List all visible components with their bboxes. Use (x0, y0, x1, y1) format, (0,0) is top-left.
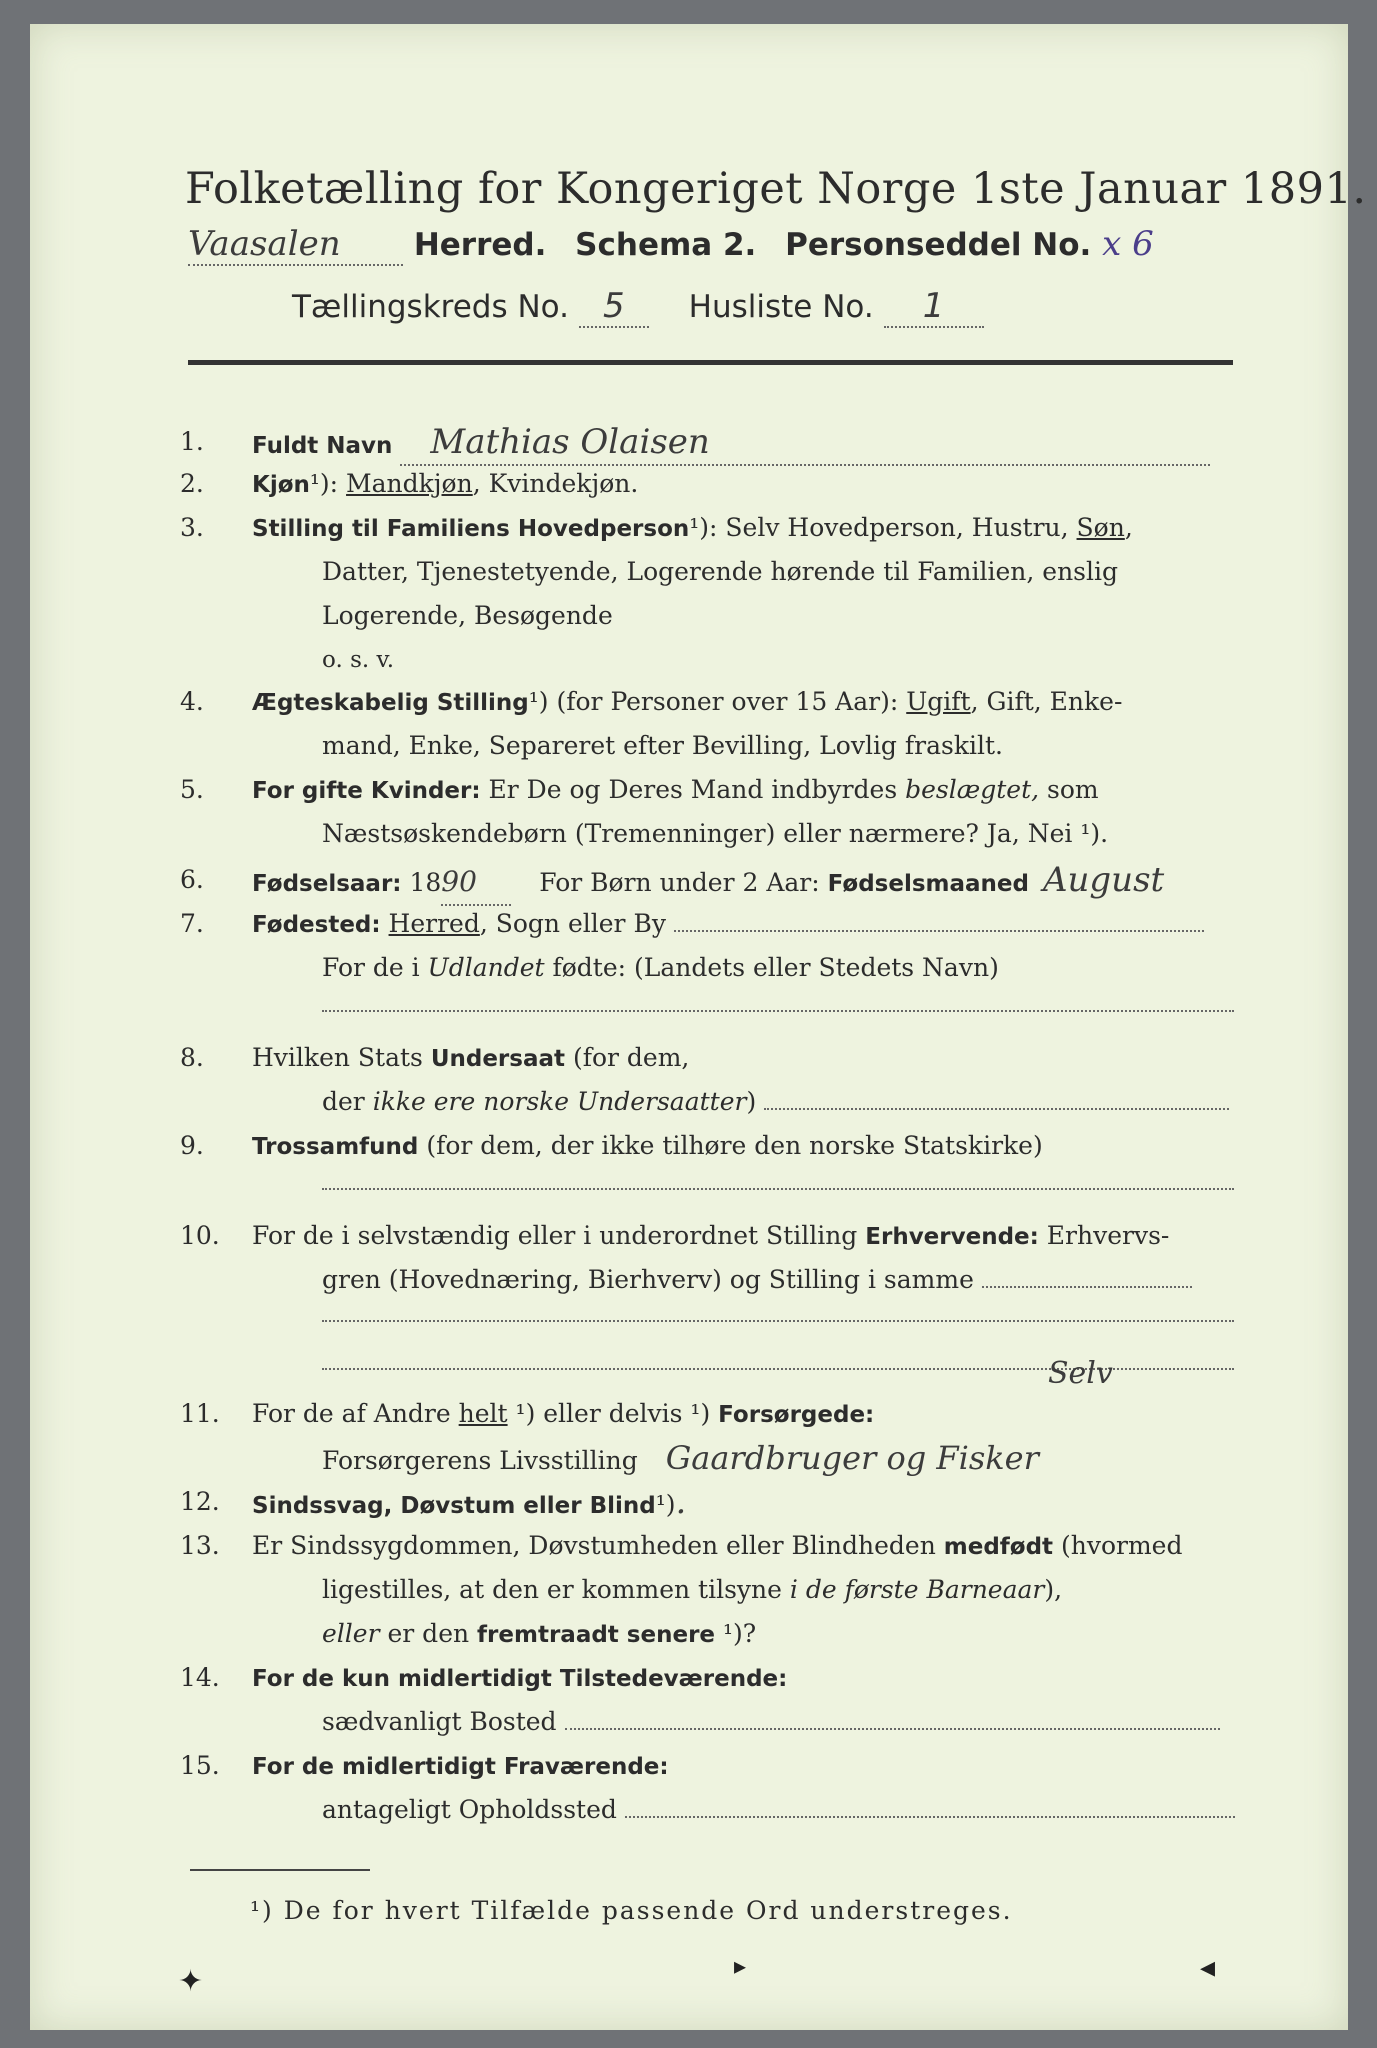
forsorger-livsstilling-value: Gaardbruger og Fisker (665, 1439, 1039, 1477)
kjon-mandkjon: Mandkjøn (346, 469, 473, 498)
fuldt-navn-label: Fuldt Navn (252, 433, 393, 459)
item-3-line-4: o. s. v. (322, 647, 395, 673)
item-number: 1. (180, 427, 204, 456)
footnote-rule (190, 1869, 370, 1871)
item-number: 7. (180, 909, 204, 938)
item-4-line-2: mand, Enke, Separeret efter Bevilling, Lovlig fraskilt. (322, 731, 1003, 760)
item-number: 15. (180, 1751, 220, 1780)
forsorget-text-a: For de af Andre (252, 1399, 459, 1428)
header-rule (188, 360, 1233, 365)
udland-word: Udlandet (427, 953, 545, 982)
fodselsmaaned-value: August (1042, 860, 1165, 900)
undersaat-text-b: (for dem, (565, 1043, 690, 1072)
fodested-rest: , Sogn eller By (479, 909, 666, 938)
fodested-fill (674, 930, 1204, 932)
forsorget-text-b: ¹) eller delvis ¹) (507, 1399, 719, 1428)
opholdssted-label: antageligt Opholdssted (322, 1795, 617, 1824)
udland-text-a: For de i (322, 953, 428, 982)
item-3-line-2: Datter, Tjenestetyende, Logerende hørende til Familien, enslig (322, 557, 1119, 586)
herred-label: Herred. (413, 227, 547, 263)
personseddel-label: Personseddel No. (785, 227, 1092, 263)
aegteskab-text: ¹) (for Personer over 15 Aar): (528, 687, 907, 716)
stilling-comma: , (1124, 513, 1133, 542)
udland-text-b: fødte: (Landets eller Stedets Navn) (544, 953, 999, 982)
aegteskab-label: Ægteskabelig Stilling (252, 690, 529, 716)
medfodt-label: medfødt (943, 1534, 1054, 1560)
aegteskab-ugift: Ugift (906, 687, 971, 716)
registration-mark-right: ◂ (1200, 1950, 1216, 1985)
kreds-label: Tællingskreds No. (292, 289, 569, 325)
bosted-label: sædvanligt Bosted (322, 1707, 557, 1736)
gifte-kvinder-label: For gifte Kvinder: (252, 778, 481, 804)
gifte-text: Er De og Deres Mand indbyrdes (480, 775, 906, 804)
item-number: 13. (180, 1531, 220, 1560)
erhverv-text-a: For de i selvstændig eller i underordnet Stilling (252, 1221, 866, 1250)
stilling-text: ¹): Selv Hovedperson, Hustru, (689, 513, 1077, 542)
item-13-line-3 (322, 1612, 756, 1657)
medfodt-line2-b: ), (1044, 1575, 1063, 1604)
item-15-line-2 (322, 1788, 1235, 1832)
item-11-line-2 (322, 1436, 1039, 1483)
medfodt-text-a: Er Sindssygdommen, Døvstumheden eller Blindheden (252, 1531, 944, 1560)
item-number: 3. (180, 513, 204, 542)
item-7-line-2 (322, 946, 999, 990)
undersaat-label: Undersaat (430, 1046, 565, 1072)
sindssvag-sup: ¹) (655, 1490, 676, 1519)
sindssvag-label: Sindssvag, Døvstum eller Blind (252, 1493, 656, 1519)
aegteskab-text-end: , Gift, Enke- (970, 687, 1123, 716)
item-3-line-3: Logerende, Besøgende (322, 601, 613, 630)
tilstedevaerende-label: For de kun midlertidigt Tilstedeværende: (252, 1666, 788, 1692)
kreds-value: 5 (579, 286, 649, 328)
medfodt-line3-b: ¹)? (715, 1619, 757, 1648)
fravaerende-label: For de midlertidigt Fraværende: (252, 1754, 669, 1780)
forsorget-label: Forsørgede: (718, 1402, 875, 1428)
forsorger-value-top: Selv (1048, 1356, 1113, 1391)
erhverv-text-b: Erhvervs- (1038, 1221, 1170, 1250)
forsorget-helt: helt (458, 1399, 508, 1428)
form-title: Folketælling for Kongeriget Norge 1ste Januar 1891. (185, 164, 1367, 214)
item-7-fill-line (322, 1010, 1234, 1012)
registration-mark-center: ▸ (734, 1952, 747, 1980)
item-10-fill-line-1 (322, 1320, 1234, 1322)
medfodt-line3-a: er den (379, 1619, 478, 1648)
sindssvag-value: . (675, 1482, 687, 1522)
fodselsaar-prefix: 18 (401, 868, 442, 897)
stilling-label: Stilling til Familiens Hovedperson (252, 516, 690, 542)
item-number: 9. (180, 1131, 204, 1160)
item-13-line-2 (322, 1568, 1062, 1612)
registration-mark-left: ✦ (178, 1964, 204, 1999)
item-14-line-2 (322, 1700, 1220, 1744)
fremtraadt-label: fremtraadt senere (477, 1622, 716, 1648)
item-9-fill-line (322, 1188, 1234, 1190)
item-10-line-2 (322, 1258, 1192, 1302)
undersaat-der: der (322, 1087, 373, 1116)
herred-value: Vaasalen (188, 224, 403, 266)
trossamfund-text: (for dem, der ikke tilhøre den norske Statskirke) (418, 1131, 1043, 1160)
husliste-value: 1 (884, 286, 984, 328)
fodested-herred: Herred (388, 909, 480, 938)
item-number: 14. (180, 1663, 220, 1692)
bosted-fill (565, 1728, 1220, 1730)
medfodt-eller: eller (322, 1619, 380, 1648)
census-form-sheet (30, 24, 1367, 2030)
item-number: 6. (180, 865, 204, 894)
item-number: 8. (180, 1043, 204, 1072)
gifte-beslaegtet: beslægtet, (905, 775, 1040, 804)
fodselsmaaned-label: Fødselsmaaned (827, 871, 1029, 897)
undersaat-fill (764, 1108, 1229, 1110)
schema-label: Schema 2. (575, 227, 757, 263)
opholdssted-fill (625, 1816, 1235, 1818)
undersaat-italic: ikke ere norske Undersaatter (372, 1087, 747, 1116)
item-number: 12. (180, 1487, 220, 1516)
kreds-line (292, 286, 984, 328)
item-number: 4. (180, 687, 204, 716)
fodselsaar-label: Fødselsaar: (252, 871, 402, 897)
kjon-sup: ¹): (309, 469, 339, 498)
husliste-label: Husliste No. (688, 289, 874, 325)
footnote: ¹) De for hvert Tilfælde passende Ord understreges. (250, 1896, 1013, 1925)
item-number: 11. (180, 1399, 220, 1428)
item-number: 10. (180, 1221, 220, 1250)
herred-line (188, 224, 1154, 266)
item-number: 5. (180, 775, 204, 804)
stilling-son: Søn (1076, 513, 1125, 542)
medfodt-line2-a: ligestilles, at den er kommen tilsyne (322, 1575, 790, 1604)
undersaat-text-a: Hvilken Stats (252, 1043, 431, 1072)
item-5-line-2: Næstsøskendebørn (Tremenninger) eller nærmere? Ja, Nei ¹). (322, 819, 1109, 848)
erhverv-label: Erhvervende: (865, 1224, 1039, 1250)
medfodt-line2-italic: i de første Barneaar (789, 1575, 1045, 1604)
erhverv-line-2: gren (Hovednæring, Bierhverv) og Stilling i samme (322, 1265, 974, 1294)
kjon-rest: , Kvindekjøn. (472, 469, 639, 498)
gifte-text-end: som (1039, 775, 1099, 804)
medfodt-text-b: (hvormed (1053, 1531, 1183, 1560)
fodested-label: Fødested: (252, 912, 381, 938)
kjon-label: Kjøn (252, 472, 310, 498)
fodselsaar-value: 90 (441, 860, 511, 906)
erhverv-fill (982, 1286, 1192, 1288)
item-8-line-2 (322, 1080, 1229, 1124)
personseddel-value: x 6 (1102, 224, 1154, 264)
fodselsmaaned-text: For Børn under 2 Aar: (539, 868, 828, 897)
fuldt-navn-value: Mathias Olaisen (400, 420, 1210, 466)
trossamfund-label: Trossamfund (252, 1134, 419, 1160)
undersaat-paren: ) (746, 1087, 757, 1116)
forsorger-livsstilling-label: Forsørgerens Livsstilling (322, 1446, 638, 1475)
item-number: 2. (180, 469, 204, 498)
